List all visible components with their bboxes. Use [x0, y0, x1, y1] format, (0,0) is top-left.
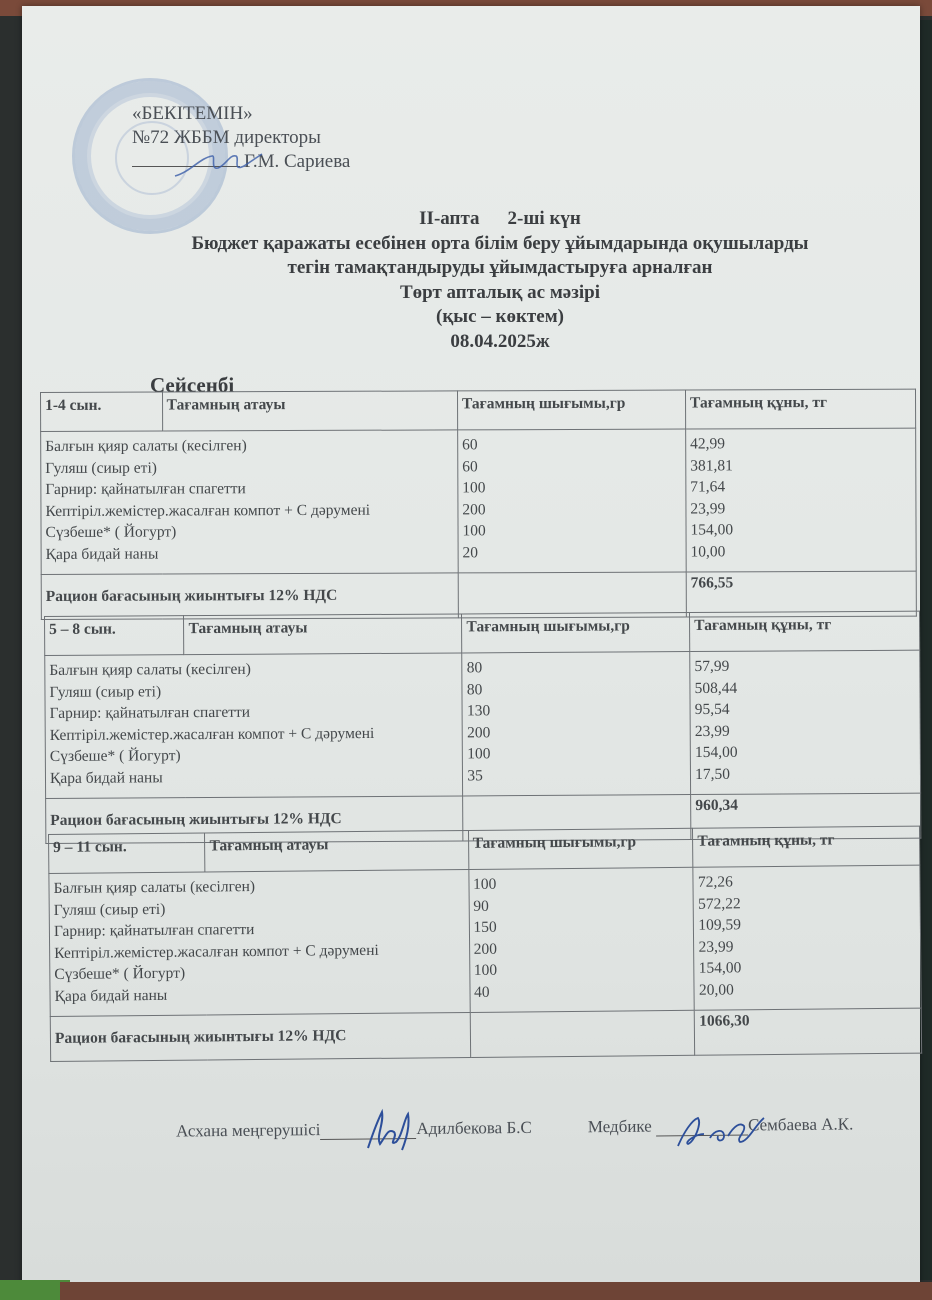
nurse-label: Медбике: [587, 1116, 652, 1137]
dish-output: 20: [462, 543, 479, 561]
kitchen-head-name: Адилбекова Б.С: [416, 1117, 532, 1139]
dish-names-cell: [49, 869, 470, 1016]
dish-output: 200: [467, 723, 491, 741]
dish-name: Қара бидай наны: [45, 545, 159, 563]
dish-output: 200: [462, 500, 486, 518]
dish-output: 100: [472, 875, 497, 893]
table-header-row: [45, 611, 920, 655]
dish-output: 80: [466, 680, 483, 698]
table-items-row: [45, 650, 921, 798]
nurse-signature-icon: [674, 1112, 769, 1152]
dish-name: Сүзбеше* ( Йогурт): [54, 964, 186, 983]
dish-price: 72,26: [697, 873, 733, 891]
grade-label: 9 – 11 сын.: [49, 833, 206, 873]
dish-output: 130: [466, 702, 491, 720]
dish-price: 23,99: [690, 499, 726, 518]
dish-name: Гарнир: қайнатылған спагетти: [45, 480, 246, 498]
table-header-row: [41, 389, 916, 431]
dish-output: 60: [462, 436, 478, 454]
dish-output: 100: [462, 479, 486, 497]
dish-price: 572,22: [698, 894, 741, 913]
weekday-label: Сейсенбі: [150, 373, 235, 397]
total-empty-cell: [458, 572, 686, 618]
kitchen-head-signature-icon: [358, 1106, 418, 1156]
dish-price: 381,81: [690, 456, 733, 475]
dish-output: 100: [473, 961, 498, 979]
dish-output: 90: [473, 897, 489, 915]
dish-price: 57,99: [694, 657, 730, 676]
dish-name: Сүзбеше* ( Йогурт): [49, 747, 181, 765]
dish-prices-cell: [693, 865, 921, 1010]
dish-price: 42,99: [690, 435, 726, 453]
total-empty-cell: [470, 1010, 695, 1057]
dish-name: Кептіріл.жемістер.жасалған компот + С дәрумені: [54, 941, 379, 962]
total-label: Рацион бағасының жиынтығы 12% НДС: [46, 796, 464, 844]
dish-price: 20,00: [698, 980, 734, 999]
season-label: (қыс – көктем): [436, 306, 564, 327]
dish-names-cell: [45, 653, 463, 799]
dish-output: 100: [467, 745, 491, 763]
dish-outputs-cell: [462, 652, 691, 796]
dish-name: Балғын қияр салаты (кесілген): [53, 878, 256, 897]
dish-price: 17,50: [695, 765, 731, 783]
column-header-output: Тағамның шығымы,гр: [468, 828, 693, 869]
table-items-row: [41, 428, 917, 574]
day-number-label: 2-ші күн: [507, 208, 581, 229]
dish-names-cell: [41, 430, 458, 575]
menu-table-grades-9-11: [48, 826, 922, 1062]
menu-date: 08.04.2025ж: [450, 330, 550, 352]
title-line-3: Төрт апталық ас мәзірі: [399, 281, 600, 303]
dish-name: Балғын қияр салаты (кесілген): [49, 660, 251, 679]
nurse-name: Сембаева А.К.: [747, 1114, 854, 1135]
dish-price: 109,59: [698, 916, 742, 934]
dish-outputs-cell: [468, 867, 694, 1012]
dish-name: Гуляш (сиыр еті): [45, 459, 157, 477]
column-header-name: Тағамның атауы: [184, 614, 462, 655]
dish-name: Балғын қияр салаты (кесілген): [45, 437, 247, 455]
dish-prices-cell: [686, 428, 917, 572]
column-header-name: Тағамның атауы: [205, 830, 468, 872]
approval-title: «БЕКІТЕМІН»: [132, 103, 253, 124]
dish-output: 80: [466, 659, 483, 677]
grade-label: 1-4 сын.: [41, 392, 163, 431]
dish-name: Гарнир: қайнатылған спагетти: [53, 921, 255, 940]
title-line-1: Бюджет қаражаты есебінен орта білім беру ұйымдарында оқушыларды: [191, 232, 809, 254]
dish-name: Қара бидай наны: [54, 986, 168, 1005]
dish-name: Кептіріл.жемістер.жасалған компот + С дәрумені: [45, 501, 371, 520]
table-total-row: [50, 1008, 921, 1061]
total-value: 766,55: [686, 571, 916, 617]
dish-price: 154,00: [694, 743, 738, 762]
dish-output: 200: [473, 940, 498, 958]
dish-output: 100: [462, 522, 486, 540]
column-header-output: Тағамның шығымы,гр: [462, 613, 690, 653]
dish-name: Гуляш (сиыр еті): [49, 682, 162, 701]
dish-outputs-cell: [458, 429, 687, 573]
background-table-edge-bottom: [60, 1282, 932, 1300]
dish-price: 154,00: [698, 959, 742, 977]
column-header-name: Тағамның атауы: [162, 391, 457, 431]
dish-price: 23,99: [698, 937, 734, 956]
title-line-2: тегін тамақтандыруды ұйымдастыруға арналған: [287, 257, 713, 278]
dish-price: 508,44: [694, 679, 738, 697]
table-items-row: [49, 865, 921, 1016]
column-header-price: Тағамның құны, тг: [685, 389, 915, 429]
dish-output: 150: [473, 918, 497, 936]
week-label: II-апта: [419, 208, 480, 229]
director-signature-icon: [170, 150, 265, 180]
dish-output: 35: [467, 766, 483, 784]
dish-price: 71,64: [690, 478, 726, 496]
grade-label: 5 – 8 сын.: [45, 616, 185, 656]
dish-name: Гарнир: қайнатылған спагетти: [49, 703, 251, 722]
director-name: Г.М. Сариева: [244, 151, 351, 172]
approval-position: №72 ЖББМ директоры: [132, 127, 321, 148]
dish-price: 95,54: [694, 700, 730, 719]
dish-output: 60: [462, 457, 478, 475]
total-value: 960,34: [691, 793, 921, 839]
menu-table-grades-5-8: [44, 611, 921, 844]
dish-name: Кептіріл.жемістер.жасалған компот + С дәрумені: [49, 724, 375, 744]
dish-price: 10,00: [690, 542, 726, 561]
document-heading: [120, 207, 880, 354]
dish-name: Сүзбеше* ( Йогурт): [45, 523, 177, 541]
column-header-output: Тағамның шығымы,гр: [457, 390, 685, 430]
dish-output: 40: [474, 983, 490, 1001]
column-header-price: Тағамның құны, тг: [693, 826, 920, 867]
dish-prices-cell: [690, 650, 921, 794]
menu-table-grades-1-4: [40, 389, 917, 620]
kitchen-head-label: Асхана меңгерушісі: [175, 1120, 321, 1141]
column-header-price: Тағамның құны, тг: [690, 611, 920, 651]
dish-name: Қара бидай наны: [49, 768, 163, 787]
dish-price: 23,99: [694, 722, 730, 740]
dish-name: Гуляш (сиыр еті): [53, 900, 166, 919]
dish-price: 154,00: [690, 521, 734, 539]
total-label: Рацион бағасының жиынтығы 12% НДС: [41, 573, 458, 620]
total-label: Рацион бағасының жиынтығы 12% НДС: [50, 1012, 470, 1061]
total-value: 1066,30: [695, 1008, 922, 1055]
